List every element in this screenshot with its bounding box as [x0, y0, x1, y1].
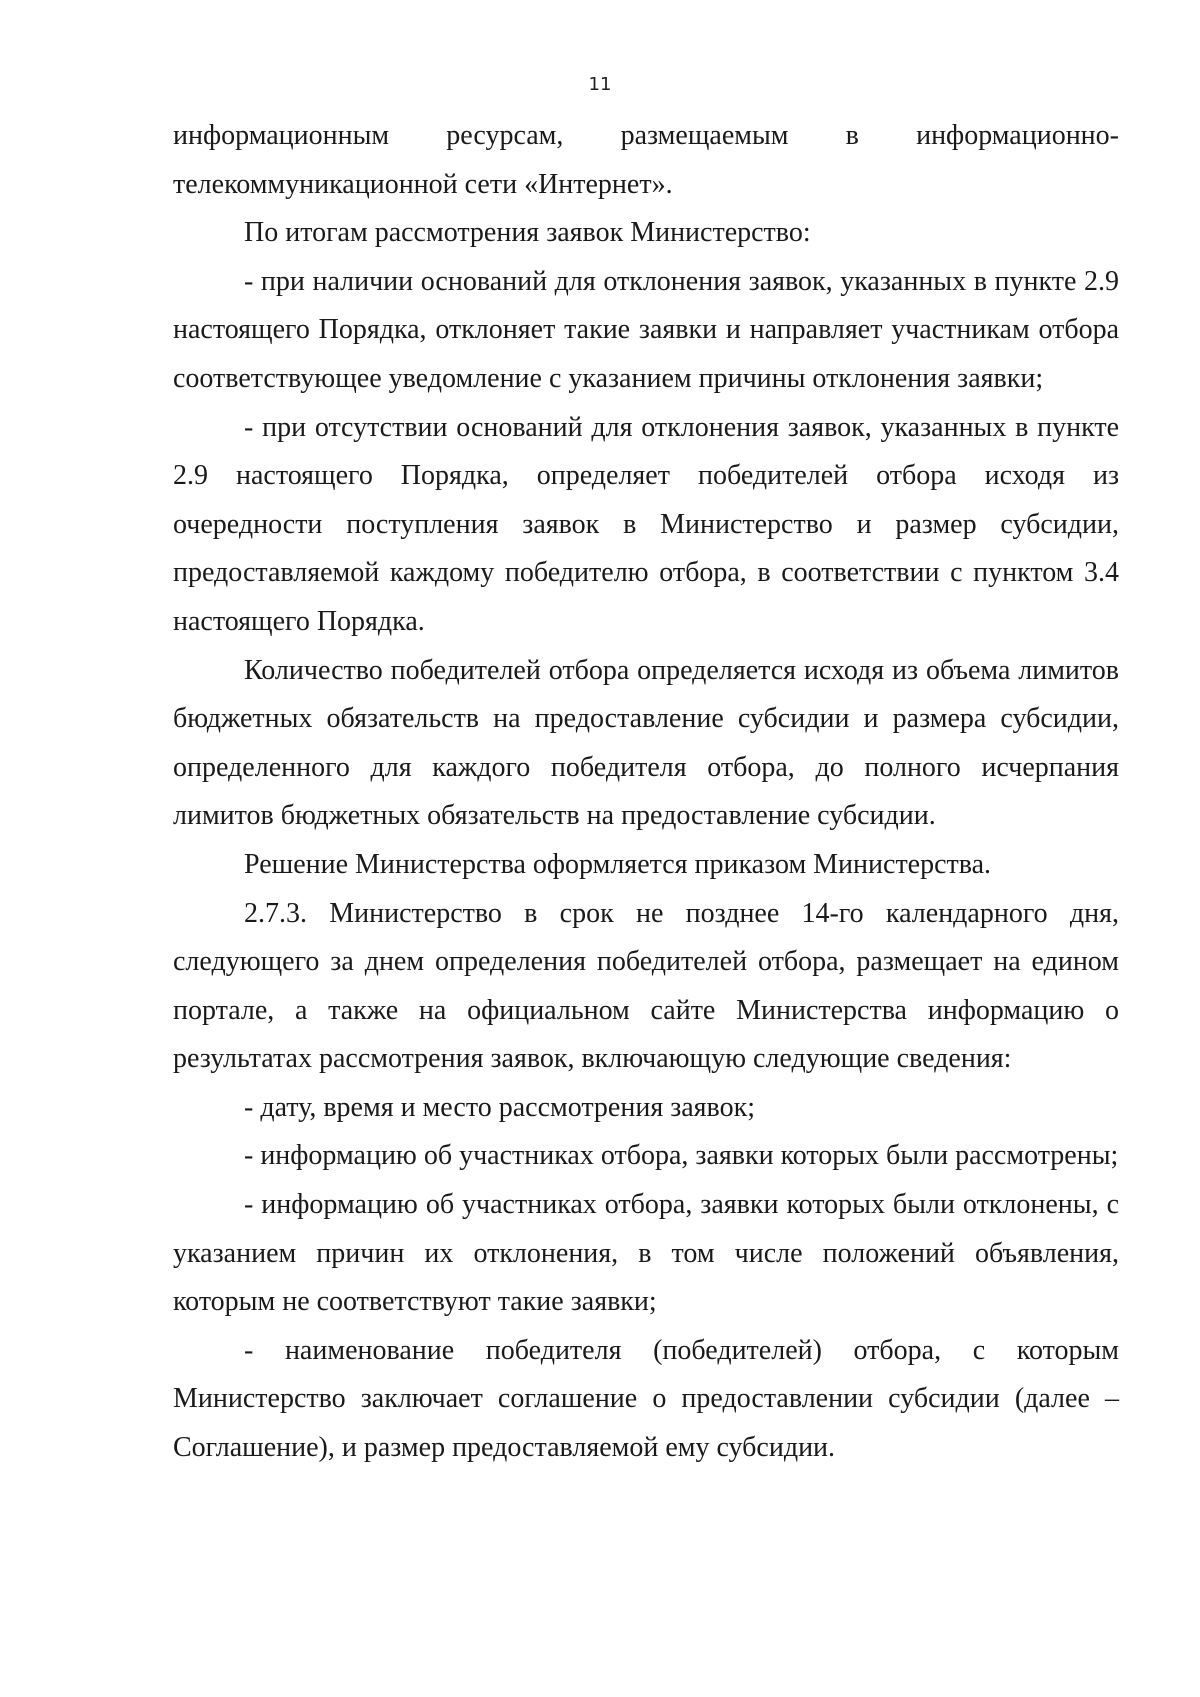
paragraph-continuation: информационным ресурсам, размещаемым в информационно-телекоммуникационной сети «Интернет».: [173, 120, 1119, 200]
paragraph-review-results-intro: По итогам рассмотрения заявок Министерство:: [244, 217, 811, 249]
paragraph-section-2-7-3: 2.7.3. Министерство в срок не позднее 14-го календарного дня, следующего за днем определения победителей отбора, размещает на едином портале, а также на официальном сайте Министерства информацию о результатах рассмотрения заявок, включающую следующие сведения:: [173, 897, 1119, 1075]
page-number: 11: [588, 74, 612, 95]
paragraph-number-of-winners: Количество победителей отбора определяется исходя из объема лимитов бюджетных обязательств на предоставление субсидии и размера субсидии, определенного для каждого победителя отбора, до полного исчерпания лимитов бюджетных обязательств на предоставление субсидии.: [173, 654, 1119, 832]
list-item-winner-name: - наименование победителя (победителей) отбора, с которым Министерство заключает соглашение о предоставлении субсидии (далее – Соглашение), и размер предоставляемой ему субсидии.: [173, 1334, 1119, 1464]
list-item-date-time-place: - дату, время и место рассмотрения заявок;: [244, 1091, 755, 1123]
list-item-determine-winners: - при отсутствии оснований для отклонения заявок, указанных в пункте 2.9 настоящего Порядка, определяет победителей отбора исходя из очередности поступления заявок в Министерство и размер субсидии, предоставляемой каждому победителю отбора, в соответствии с пунктом 3.4 настоящего Порядка.: [173, 411, 1119, 637]
list-item-reject-applications: - при наличии оснований для отклонения заявок, указанных в пункте 2.9 настоящего Порядка, отклоняет такие заявки и направляет участникам отбора соответствующее уведомление с указанием причины отклонения заявки;: [173, 265, 1119, 394]
list-item-reviewed-participants: - информацию об участниках отбора, заявки которых были рассмотрены;: [244, 1140, 1119, 1172]
document-body: [173, 112, 1119, 1473]
list-item-rejected-participants: - информацию об участниках отбора, заявки которых были отклонены, с указанием причин их отклонения, в том числе положений объявления, которым не соответствуют такие заявки;: [173, 1189, 1119, 1318]
paragraph-ministry-decision: Решение Министерства оформляется приказом Министерства.: [244, 848, 992, 880]
